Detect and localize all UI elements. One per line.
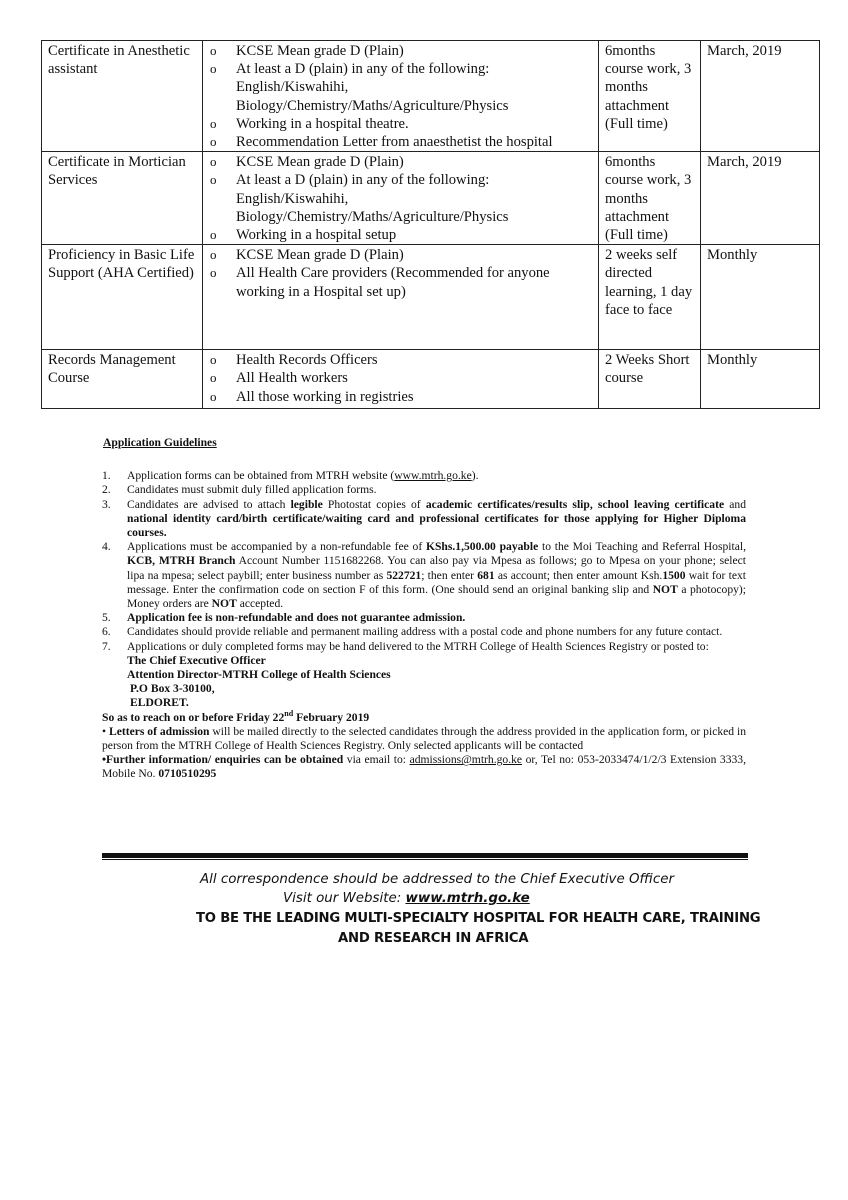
guideline-text: as account; then enter amount Ksh. (494, 568, 663, 582)
guideline-emphasis: NOT (211, 597, 237, 611)
bullet-icon: o (210, 370, 217, 386)
guideline-item (102, 483, 746, 497)
address-line: Attention Director-MTRH College of Health Sciences (127, 668, 391, 682)
website-line (283, 891, 530, 906)
course-duration: 6months course work, 3 months attachment (Full time) (599, 41, 701, 152)
motto-line: AND RESEARCH IN AFRICA (338, 931, 529, 946)
footer-divider (102, 853, 748, 858)
course-requirements (203, 152, 599, 245)
deadline-text: February 2019 (293, 710, 370, 724)
course-row (42, 245, 820, 350)
guideline-emphasis: NOT (652, 582, 678, 596)
guideline-item (102, 625, 746, 639)
guideline-text: Application forms can be obtained from MTRH website ( (127, 469, 395, 483)
course-name: Certificate in Anesthetic assistant (42, 41, 203, 152)
guideline-item (102, 640, 746, 654)
requirement-item (209, 60, 593, 115)
requirement-item (209, 171, 593, 226)
guideline-text: Candidates should provide reliable and permanent mailing address with a postal code and phone numbers for any future contact. (127, 625, 723, 639)
course-intake: Monthly (701, 350, 820, 409)
guideline-number: 2. (102, 483, 111, 497)
requirement-item (209, 351, 593, 369)
guidelines-title: Application Guidelines (103, 436, 217, 449)
requirement-text: All those working in registries (236, 388, 414, 405)
requirement-text: KCSE Mean grade D (Plain) (236, 154, 404, 171)
guideline-number: 5. (102, 611, 111, 625)
bullet: • (102, 724, 107, 738)
requirement-text: At least a D (plain) in any of the following: English/Kiswahihi, Biology/Chemistry/Maths/Agriculture/Physics (236, 61, 509, 114)
course-table-body (42, 41, 820, 409)
guideline-text: ; then enter (421, 568, 478, 582)
bullet-icon: o (210, 61, 217, 77)
guideline-text: Applications or duly completed forms may be hand delivered to the MTRH College of Health Sciences Registry or posted to: (127, 639, 709, 653)
correspondence-note: All correspondence should be addressed to the Chief Executive Officer (200, 872, 675, 887)
guideline-number: 4. (102, 540, 111, 554)
course-name: Certificate in Mortician Services (42, 152, 203, 245)
bullet-icon: o (210, 115, 217, 131)
admission-heading: Letters of admission (106, 724, 210, 738)
guideline-text: Application fee is non-refundable and does not guarantee admission. (127, 611, 466, 625)
guideline-number: 1. (102, 469, 111, 483)
deadline-text: So as to reach on or before Friday 22 (102, 710, 285, 724)
enquiries-heading: •Further information/ enquiries can be obtained (102, 753, 344, 767)
course-requirements (203, 350, 599, 409)
guideline-text: wait for text message. Enter the confirmation code on section F of this form. (One should send an original banking slip and (127, 568, 747, 596)
guideline-number: 3. (102, 497, 111, 511)
requirement-text: KCSE Mean grade D (Plain) (236, 43, 404, 59)
bullet-icon: o (210, 352, 217, 368)
course-duration: 2 Weeks Short course (599, 350, 701, 409)
guideline-text: and (724, 497, 747, 511)
course-intake: March, 2019 (701, 152, 820, 245)
requirement-text: At least a D (plain) in any of the following: English/Kiswahihi, Biology/Chemistry/Maths/Agriculture/Physics (236, 172, 509, 225)
course-row (42, 41, 820, 152)
guideline-text: accepted. (236, 597, 284, 611)
guideline-emphasis: national identity card/birth certificate/waiting card and professional certificates for those applying for Higher Diploma courses. (127, 511, 746, 540)
guideline-item (102, 611, 746, 625)
enquiries-note (102, 753, 746, 781)
requirement-item (209, 115, 593, 133)
requirement-item (209, 153, 593, 171)
bullet-icon: o (210, 154, 217, 170)
requirement-item (209, 388, 593, 406)
mpesa-amount: 1500 (662, 568, 686, 582)
bank-branch: KCB, MTRH Branch (127, 554, 236, 568)
guideline-text: ). (471, 469, 479, 483)
fee-amount: KShs.1,500.00 payable (425, 540, 539, 554)
deadline (102, 708, 746, 725)
course-row (42, 350, 820, 409)
address-line: P.O Box 3-30100, (130, 682, 215, 696)
motto-line: TO BE THE LEADING MULTI-SPECIALTY HOSPITAL FOR HEALTH CARE, TRAINING (196, 911, 761, 926)
bullet-icon: o (210, 247, 217, 263)
requirement-item (209, 369, 593, 387)
mobile-number: 0710510295 (158, 767, 217, 781)
requirement-item (209, 264, 593, 300)
guideline-emphasis: academic certificates/results slip, school leaving certificate (425, 497, 725, 511)
guideline-text: Account Number 1151682268. You can also pay via Mpesa as follows; go to Mpesa on your phone; select lipa na mpesa; select paybill; enter business number as (127, 554, 746, 582)
enquiries-text: or, Tel no: 053-2033474/1/2/3 Extension 3333, Mobile No. (102, 753, 747, 781)
account-number: 681 (477, 568, 495, 582)
guideline-text: to the Moi Teaching and Referral Hospital, (538, 540, 746, 554)
course-name: Proficiency in Basic Life Support (AHA Certified) (42, 245, 203, 350)
requirement-text: Recommendation Letter from anaesthetist the hospital (236, 134, 553, 151)
requirement-item (209, 226, 593, 244)
requirement-item (209, 246, 593, 264)
guideline-item (102, 498, 746, 541)
bullet-icon: o (210, 134, 217, 150)
guideline-text: Candidates must submit duly filled application forms. (127, 483, 377, 497)
requirement-text: KCSE Mean grade D (Plain) (236, 247, 404, 264)
admission-text: will be mailed directly to the selected candidates through the address provided in the application form, or picked in person from the MTRH College of Health Sciences Registry. Only selected applicants will be contacted (102, 724, 747, 753)
guideline-text: Photostat copies of (322, 497, 426, 511)
guideline-item (102, 469, 746, 483)
bullet-icon: o (210, 388, 217, 404)
address-line: The Chief Executive Officer (127, 653, 266, 667)
requirements-list (209, 351, 593, 406)
course-name: Records Management Course (42, 350, 203, 409)
postal-address (102, 654, 746, 711)
requirements-list (209, 246, 593, 301)
requirements-list (209, 42, 593, 151)
deadline-suffix: nd (284, 708, 294, 718)
email-link[interactable]: admissions@mtrh.go.ke (409, 753, 523, 767)
guideline-item (102, 540, 746, 611)
guideline-number: 6. (102, 625, 111, 639)
guideline-number: 7. (102, 639, 111, 653)
address-line: ELDORET. (130, 696, 189, 710)
requirement-text: All Health workers (236, 370, 348, 387)
requirement-item (209, 42, 593, 60)
guideline-emphasis: legible (290, 497, 323, 511)
requirements-list (209, 153, 593, 244)
requirement-text: All Health Care providers (Recommended for anyone working in a Hospital set up) (236, 265, 550, 300)
requirement-item (209, 133, 593, 151)
course-duration: 2 weeks self directed learning, 1 day face to face (599, 245, 701, 350)
website-label: Visit our Website: (283, 891, 406, 906)
application-guidelines (102, 436, 746, 782)
guideline-text: Candidates are advised to attach (127, 497, 291, 511)
business-number: 522721 (386, 568, 422, 582)
requirement-text: Working in a hospital setup (236, 227, 397, 244)
enquiries-text: via email to: (343, 753, 410, 767)
course-duration: 6months course work, 3 months attachment (Full time) (599, 152, 701, 245)
admission-note (102, 725, 746, 753)
course-requirements (203, 41, 599, 152)
course-row (42, 152, 820, 245)
guideline-text: a photocopy); Money orders are (127, 582, 746, 611)
course-table (41, 40, 820, 409)
guidelines-list (102, 469, 746, 654)
course-requirements (203, 245, 599, 350)
requirement-text: Health Records Officers (236, 352, 378, 369)
course-intake: March, 2019 (701, 41, 820, 152)
course-intake: Monthly (701, 245, 820, 350)
bullet-icon: o (210, 43, 217, 58)
guideline-text: Applications must be accompanied by a non-refundable fee of (127, 540, 426, 554)
website-link[interactable]: www.mtrh.go.ke (394, 469, 472, 483)
bullet-icon: o (210, 265, 217, 281)
requirement-text: Working in a hospital theatre. (236, 115, 409, 132)
bullet-icon: o (210, 227, 217, 243)
bullet-icon: o (210, 172, 217, 188)
website-link[interactable]: www.mtrh.go.ke (405, 891, 530, 906)
